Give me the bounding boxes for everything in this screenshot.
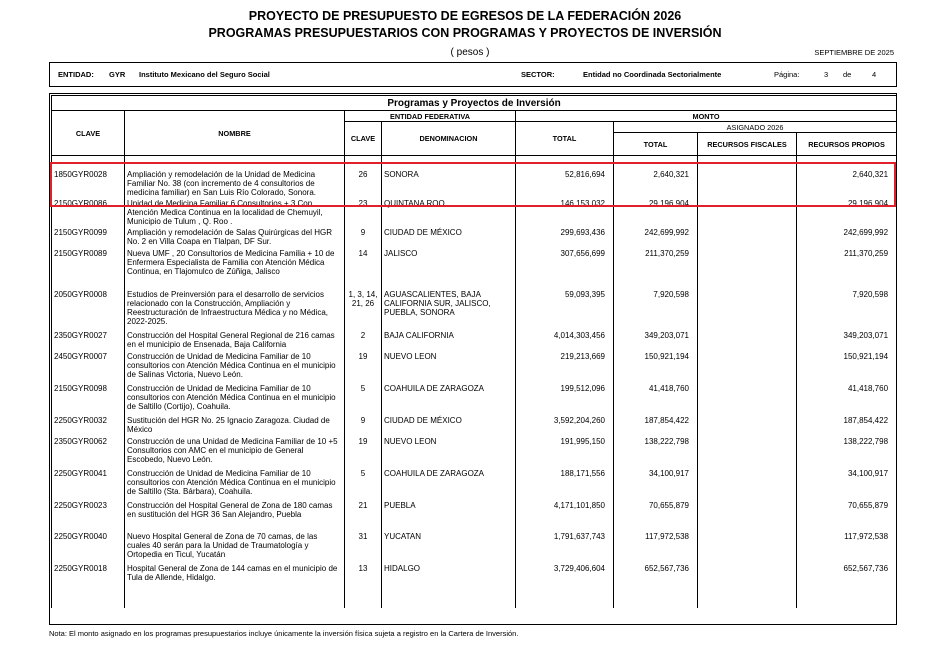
clave-cell: 2250GYR0023 [52, 500, 125, 531]
clave-cell: 2150GYR0089 [52, 248, 125, 289]
table-body [52, 156, 897, 609]
denominacion-cell: AGUASCALIENTES, BAJA CALIFORNIA SUR, JALISCO, PUEBLA, SONORA [382, 289, 516, 330]
asignado-total-cell: 242,699,992 [614, 227, 698, 248]
recursos-propios-cell: 242,699,992 [797, 227, 897, 248]
empty-cell [125, 594, 345, 608]
nombre-cell: Construcción de Unidad de Medicina Familiar de 10 consultorios con Atención Médica Continua en el municipio de Saltillo (Sta. Bárbara), Coahuila. [125, 468, 345, 500]
nombre-cell: Ampliación y remodelación de Salas Quirúrgicas del HGR No. 2 en Villa Coapa en Tlalpan, DF Sur. [125, 227, 345, 248]
recursos-fiscales-cell [698, 351, 797, 383]
total-cell: 59,093,395 [516, 289, 614, 330]
table-row [52, 500, 897, 531]
page-total: 4 [872, 70, 877, 79]
recursos-propios-cell: 7,920,598 [797, 289, 897, 330]
sector-value: Entidad no Coordinada Sectorialmente [583, 70, 722, 79]
denominacion-cell: JALISCO [382, 248, 516, 289]
denominacion-cell: PUEBLA [382, 500, 516, 531]
asignado-total-cell: 117,972,538 [614, 531, 698, 563]
nombre-cell: Construcción del Hospital General de Zona de 180 camas en sustitución del HGR 36 San Alejandro, Puebla [125, 500, 345, 531]
table-row [52, 468, 897, 500]
asignado-total-cell: 138,222,798 [614, 436, 698, 468]
total-cell: 52,816,694 [516, 156, 614, 199]
recursos-fiscales-cell [698, 156, 797, 199]
clave-cell: 2350GYR0062 [52, 436, 125, 468]
denominacion-cell: COAHUILA DE ZARAGOZA [382, 468, 516, 500]
nombre-cell: Nueva UMF , 20 Consultorios de Medicina Familia + 10 de Enfermera Especialista de Familia con Atención Médica Continua, en Tlajomulco de Zúñiga, Jalisco [125, 248, 345, 289]
col-clave: CLAVE [52, 111, 125, 156]
denominacion-cell: NUEVO LEON [382, 436, 516, 468]
recursos-fiscales-cell [698, 468, 797, 500]
clave-cell: 2250GYR0032 [52, 415, 125, 436]
clave-cell: 2250GYR0041 [52, 468, 125, 500]
total-cell: 146,153,032 [516, 198, 614, 227]
asignado-total-cell: 29,196,904 [614, 198, 698, 227]
table-row [52, 227, 897, 248]
denominacion-cell: NUEVO LEON [382, 351, 516, 383]
denominacion-cell: BAJA CALIFORNIA [382, 330, 516, 351]
clave-cell: 2450GYR0007 [52, 351, 125, 383]
total-cell: 3,592,204,260 [516, 415, 614, 436]
nombre-cell: Sustitución del HGR No. 25 Ignacio Zaragoza. Ciudad de México [125, 415, 345, 436]
recursos-propios-cell: 211,370,259 [797, 248, 897, 289]
col-monto: MONTO [516, 111, 897, 122]
col-entidad-federativa: ENTIDAD FEDERATIVA [345, 111, 516, 122]
nombre-cell: Estudios de Preinversión para el desarrollo de servicios relacionado con la Construcción, Ampliación y Reestructuración de Infraestructura Médica y no Médica, 2022-2025. [125, 289, 345, 330]
report-date: SEPTIEMBRE DE 2025 [814, 48, 894, 57]
recursos-propios-cell: 29,196,904 [797, 198, 897, 227]
denominacion-cell: CIUDAD DE MÉXICO [382, 415, 516, 436]
investment-table-frame [49, 93, 897, 625]
total-cell: 191,995,150 [516, 436, 614, 468]
recursos-propios-cell: 150,921,194 [797, 351, 897, 383]
col-asignado: ASIGNADO 2026 [614, 122, 897, 133]
col-denominacion: DENOMINACION [382, 122, 516, 156]
table-row [52, 415, 897, 436]
table-row [52, 563, 897, 594]
clave-cell: 2150GYR0099 [52, 227, 125, 248]
sector-label: SECTOR: [521, 70, 555, 79]
entity-code: GYR [109, 70, 126, 79]
clave-cell: 2050GYR0008 [52, 289, 125, 330]
recursos-propios-cell: 138,222,798 [797, 436, 897, 468]
nombre-cell: Nuevo Hospital General de Zona de 70 camas, de las cuales 40 serán para la Unidad de Traumatología y Ortopedia en Ticul, Yucatán [125, 531, 345, 563]
recursos-fiscales-cell [698, 415, 797, 436]
ef-clave-cell: 31 [345, 531, 382, 563]
footnote: Nota: El monto asignado en los programas presupuestarios incluye únicamente la inversión física sujeta a registro en la Cartera de Inversión. [49, 629, 519, 638]
table-row [52, 436, 897, 468]
entity-label: ENTIDAD: [58, 70, 94, 79]
table-row [52, 289, 897, 330]
denominacion-cell: YUCATAN [382, 531, 516, 563]
table-filler-row [52, 594, 897, 608]
recursos-propios-cell: 2,640,321 [797, 156, 897, 199]
ef-clave-cell: 2 [345, 330, 382, 351]
section-title [52, 96, 897, 111]
recursos-fiscales-cell [698, 227, 797, 248]
col-recursos-fiscales: RECURSOS FISCALES [698, 133, 797, 156]
page-of: de [843, 70, 852, 79]
recursos-fiscales-cell [698, 330, 797, 351]
total-cell: 299,693,436 [516, 227, 614, 248]
empty-cell [614, 594, 698, 608]
asignado-total-cell: 349,203,071 [614, 330, 698, 351]
recursos-propios-cell: 70,655,879 [797, 500, 897, 531]
clave-cell: 1850GYR0028 [52, 156, 125, 199]
total-cell: 1,791,637,743 [516, 531, 614, 563]
report-subtitle: PROGRAMAS PRESUPUESTARIOS CON PROGRAMAS Y PROYECTOS DE INVERSIÓN [208, 26, 722, 40]
nombre-cell: Construcción de Unidad de Medicina Familiar de 10 consultorios con Atención Médica Continua en el municipio de Salinas Victoria, Nuevo León. [125, 351, 345, 383]
asignado-total-cell: 187,854,422 [614, 415, 698, 436]
table-row [52, 198, 897, 227]
table-row [52, 531, 897, 563]
table-row [52, 383, 897, 415]
section-title-text: Programas y Proyectos de Inversión [387, 97, 561, 109]
recursos-fiscales-cell [698, 563, 797, 594]
page-label: Página: [774, 70, 800, 79]
total-cell: 3,729,406,604 [516, 563, 614, 594]
nombre-cell: Unidad de Medicina Familiar 6 Consultorios + 3 Con Atención Medica Continua en la localidad de Chemuyil, Municipio de Tulum , Q. Roo . [125, 198, 345, 227]
nombre-cell: Construcción de Unidad de Medicina Familiar de 10 consultorios con Atención Médica Continua en el municipio de Saltillo (Cortijo), Coahuila. [125, 383, 345, 415]
recursos-propios-cell: 652,567,736 [797, 563, 897, 594]
entity-header [49, 62, 897, 87]
ef-clave-cell: 21 [345, 500, 382, 531]
recursos-fiscales-cell [698, 289, 797, 330]
recursos-fiscales-cell [698, 383, 797, 415]
col-nombre: NOMBRE [125, 111, 345, 156]
table-row [52, 248, 897, 289]
recursos-fiscales-cell [698, 531, 797, 563]
denominacion-cell: SONORA [382, 156, 516, 199]
col-asig-total: TOTAL [614, 133, 698, 156]
empty-cell [345, 594, 382, 608]
ef-clave-cell: 9 [345, 227, 382, 248]
units-label: ( pesos ) [450, 47, 490, 58]
nombre-cell: Hospital General de Zona de 144 camas en el municipio de Tula de Allende, Hidalgo. [125, 563, 345, 594]
recursos-fiscales-cell [698, 436, 797, 468]
clave-cell: 2150GYR0086 [52, 198, 125, 227]
table-row [52, 330, 897, 351]
empty-cell [797, 594, 897, 608]
asignado-total-cell: 652,567,736 [614, 563, 698, 594]
asignado-total-cell: 41,418,760 [614, 383, 698, 415]
entity-name: Instituto Mexicano del Seguro Social [139, 70, 270, 79]
empty-cell [516, 594, 614, 608]
recursos-propios-cell: 117,972,538 [797, 531, 897, 563]
empty-cell [52, 594, 125, 608]
denominacion-cell: CIUDAD DE MÉXICO [382, 227, 516, 248]
ef-clave-cell: 23 [345, 198, 382, 227]
ef-clave-cell: 13 [345, 563, 382, 594]
investment-table [51, 95, 897, 608]
total-cell: 4,171,101,850 [516, 500, 614, 531]
denominacion-cell: HIDALGO [382, 563, 516, 594]
page-number: 3 [824, 70, 829, 79]
col-recursos-propios: RECURSOS PROPIOS [797, 133, 897, 156]
recursos-propios-cell: 34,100,917 [797, 468, 897, 500]
asignado-total-cell: 34,100,917 [614, 468, 698, 500]
nombre-cell: Construcción del Hospital General Regional de 216 camas en el municipio de Ensenada, Baja California [125, 330, 345, 351]
ef-clave-cell: 19 [345, 436, 382, 468]
total-cell: 188,171,556 [516, 468, 614, 500]
nombre-cell: Ampliación y remodelación de la Unidad de Medicina Familiar No. 38 (con incremento de 4 consultorios de medicina familiar) en San Luis Río Colorado, Sonora. [125, 156, 345, 199]
col-ef-clave: CLAVE [345, 122, 382, 156]
ef-clave-cell: 9 [345, 415, 382, 436]
ef-clave-cell: 26 [345, 156, 382, 199]
table-row [52, 351, 897, 383]
ef-clave-cell: 14 [345, 248, 382, 289]
recursos-propios-cell: 349,203,071 [797, 330, 897, 351]
report-title: PROYECTO DE PRESUPUESTO DE EGRESOS DE LA FEDERACIÓN 2026 [248, 9, 682, 23]
recursos-fiscales-cell [698, 500, 797, 531]
ef-clave-cell: 5 [345, 468, 382, 500]
recursos-fiscales-cell [698, 198, 797, 227]
empty-cell [382, 594, 516, 608]
ef-clave-cell: 1, 3, 14, 21, 26 [345, 289, 382, 330]
total-cell: 219,213,669 [516, 351, 614, 383]
total-cell: 199,512,096 [516, 383, 614, 415]
total-cell: 4,014,303,456 [516, 330, 614, 351]
asignado-total-cell: 211,370,259 [614, 248, 698, 289]
asignado-total-cell: 7,920,598 [614, 289, 698, 330]
col-total: TOTAL [516, 122, 614, 156]
ef-clave-cell: 19 [345, 351, 382, 383]
clave-cell: 2250GYR0040 [52, 531, 125, 563]
clave-cell: 2250GYR0018 [52, 563, 125, 594]
asignado-total-cell: 70,655,879 [614, 500, 698, 531]
asignado-total-cell: 2,640,321 [614, 156, 698, 199]
clave-cell: 2150GYR0098 [52, 383, 125, 415]
ef-clave-cell: 5 [345, 383, 382, 415]
recursos-propios-cell: 187,854,422 [797, 415, 897, 436]
denominacion-cell: COAHUILA DE ZARAGOZA [382, 383, 516, 415]
recursos-propios-cell: 41,418,760 [797, 383, 897, 415]
recursos-fiscales-cell [698, 248, 797, 289]
nombre-cell: Construcción de una Unidad de Medicina Familiar de 10 +5 Consultorios con AMC en el municipio de General Escobedo, Nuevo León. [125, 436, 345, 468]
table-row [52, 156, 897, 199]
asignado-total-cell: 150,921,194 [614, 351, 698, 383]
clave-cell: 2350GYR0027 [52, 330, 125, 351]
empty-cell [698, 594, 797, 608]
total-cell: 307,656,699 [516, 248, 614, 289]
denominacion-cell: QUINTANA ROO [382, 198, 516, 227]
